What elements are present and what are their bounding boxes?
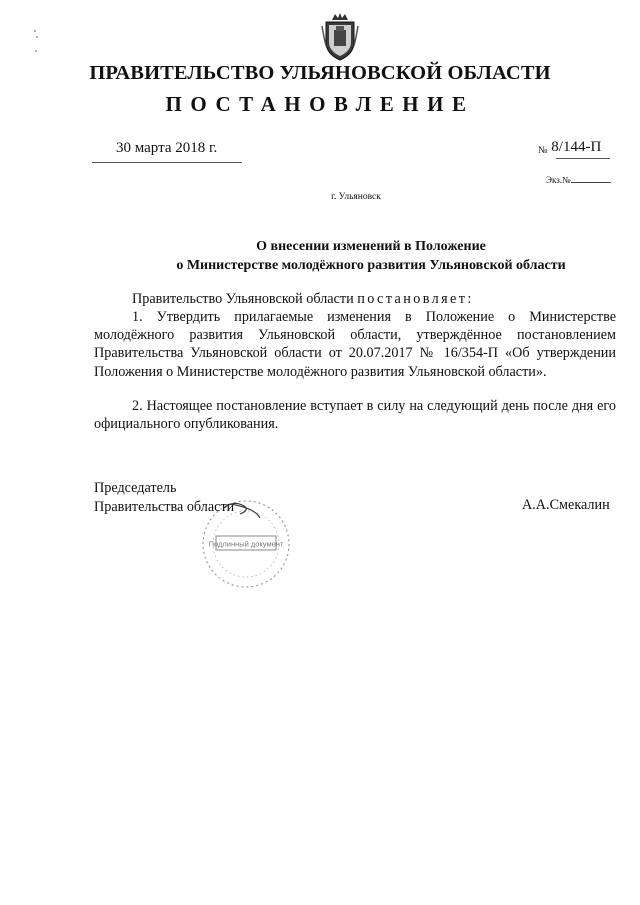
item-1-text: 1. Утвердить прилагаемые изменения в Положение о Министерстве молодёжного развития Ульяновской области, утверждённое постановлением Правительства Ульяновской области от 20.07.2017 № 16/354-П «Об утверждении Положения о Министерстве молодёжного развития Ульяновской области». [94, 309, 616, 380]
decree-item-1 [94, 308, 616, 381]
decree-lead: Правительство Ульяновской области [132, 291, 354, 307]
date-underline [92, 162, 242, 163]
decree-item-2 [94, 397, 616, 433]
number-sign: № [538, 145, 548, 156]
copy-underline [571, 182, 611, 183]
copy-label: Экз.№ [546, 175, 571, 185]
decree-word: постановляет: [357, 291, 474, 307]
coat-of-arms-icon [320, 12, 360, 62]
seal-stamp [200, 498, 292, 590]
document-number [538, 139, 601, 156]
government-title: ПРАВИТЕЛЬСТВО УЛЬЯНОВСКОЙ ОБЛАСТИ [89, 62, 551, 84]
item-2-text: 2. Настоящее постановление вступает в силу на следующий день после дня его официального опубликования. [94, 398, 616, 433]
position-line-2: Правительства области [94, 498, 235, 515]
number-underline [556, 158, 610, 159]
document-date: 30 марта 2018 г. [116, 140, 218, 156]
subject-line-2: о Министерстве молодёжного развития Ульяновской области [176, 258, 566, 273]
city: г. Ульяновск [331, 192, 381, 202]
copy-number [546, 175, 611, 185]
subject-line-1: О внесении изменений в Положение [256, 239, 486, 254]
document-type: ПОСТАНОВЛЕНИЕ [165, 92, 475, 116]
stamp-text: Подлинный документ [208, 539, 284, 549]
document-subject [0, 237, 640, 275]
decree-statement [94, 290, 616, 308]
signatory-name: А.А.Смекалин [522, 497, 610, 513]
number-value: 8/144-П [551, 139, 602, 155]
position-line-1: Председатель [94, 480, 177, 496]
scan-artifact [34, 30, 40, 52]
